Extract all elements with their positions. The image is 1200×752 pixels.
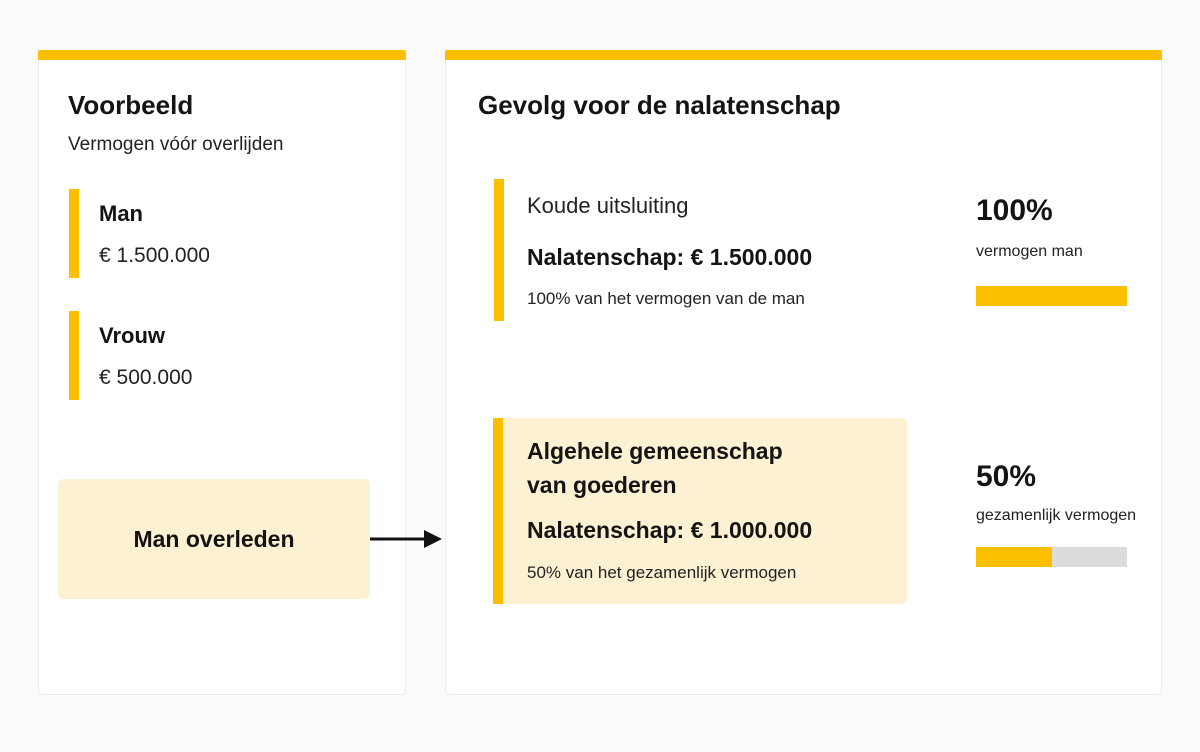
scenario2-title — [527, 434, 783, 502]
scenario1-percentage-label: vermogen man — [976, 243, 1083, 260]
event-box — [58, 479, 370, 599]
scenario1-title: Koude uitsluiting — [527, 193, 689, 218]
card-accent-bar — [38, 50, 406, 60]
event-label: Man overleden — [133, 525, 295, 552]
man-label: Man — [99, 201, 143, 226]
woman-amount: € 500.000 — [99, 366, 193, 389]
card-accent-bar — [445, 50, 1162, 60]
woman-accent-bar — [69, 311, 79, 400]
scenario2-title-line2: van goederen — [527, 472, 677, 498]
scenario1-progress-fill — [976, 286, 1127, 306]
scenario2-title-line1: Algehele gemeenschap — [527, 438, 783, 464]
man-amount: € 1.500.000 — [99, 244, 210, 267]
scenario2-estate: Nalatenschap: € 1.000.000 — [527, 517, 813, 543]
consequence-title: Gevolg voor de nalatenschap — [478, 90, 841, 120]
scenario1-accent-bar — [494, 179, 504, 321]
scenario2-description: 50% van het gezamenlijk vermogen — [527, 563, 797, 582]
man-accent-bar — [69, 189, 79, 278]
scenario1-estate: Nalatenschap: € 1.500.000 — [527, 244, 813, 270]
example-subtitle: Vermogen vóór overlijden — [68, 134, 284, 155]
scenario2-percentage-label: gezamenlijk vermogen — [976, 507, 1137, 524]
scenario2-progress — [976, 547, 1127, 567]
scenario1-percentage: 100% — [976, 194, 1053, 227]
arrow-right-icon — [370, 527, 444, 551]
scenario2-percentage: 50% — [976, 460, 1037, 493]
scenario1-description: 100% van het vermogen van de man — [527, 289, 805, 308]
example-title: Voorbeeld — [68, 90, 194, 120]
scenario1-progress — [976, 286, 1127, 306]
scenario2-progress-fill — [976, 547, 1052, 567]
scenario2-accent-bar — [493, 418, 503, 604]
woman-label: Vrouw — [99, 323, 166, 348]
